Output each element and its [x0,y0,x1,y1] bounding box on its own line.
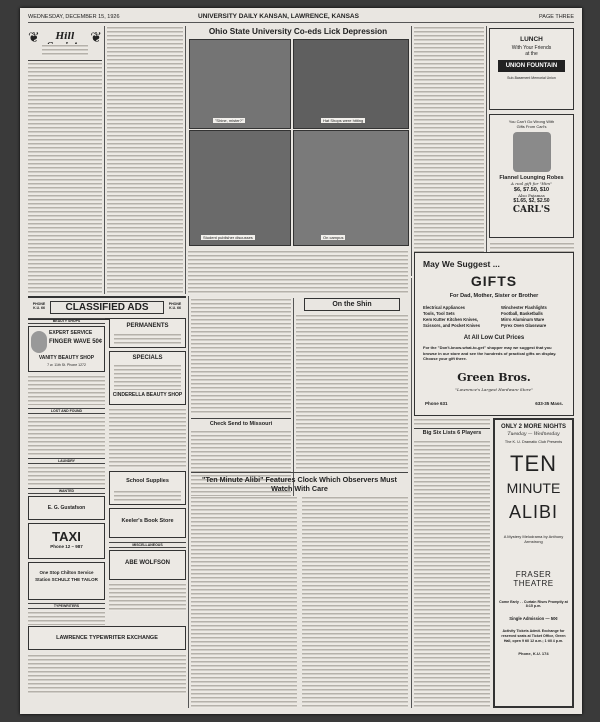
classified-phone-right: PHONE K.U. 66 [168,302,182,310]
finger-wave-price: FINGER WAVE 50¢ [49,339,103,345]
union-lunch: LUNCH [520,36,543,43]
hill-society-title: Hill [55,32,75,42]
green-bros-address: 633-35 Mass. [535,401,563,406]
carls-gift-him: A real gift for "Him" [511,181,552,186]
ohio-state-feature [187,26,409,248]
carls-pajama-prices: $1.65, $2, $2.50 [513,198,550,204]
big-six-headline: Big Six Lists 6 Players [414,428,490,436]
lawrence-typewriter-ad [28,626,186,650]
play-title-ten: TEN [510,451,557,476]
hill-society-subhead [42,44,88,56]
vanity-address: 7 w. 11th St. Phone 1272 [47,363,86,367]
play-two-more-nights: ONLY 2 MORE NIGHTS [500,424,566,430]
masthead [28,12,574,23]
gustafson-ad [28,496,105,520]
big-six-text [414,440,490,708]
typewriter-text [28,611,105,625]
alibi-story-text-right [302,496,408,708]
on-the-shin-title: On the Shin [304,298,400,311]
specials-text [114,364,181,390]
gift-item: Football, Basketballs [501,311,543,316]
schulz-text: One Stop Chilton Service Station SCHULZ THE TAILOR [35,570,98,582]
cinderella-shop-name: CINDERELLA BEAUTY SHOP [112,392,183,398]
section-beauty-shops: BEAUTY SHOPS [28,318,105,324]
classified-title: CLASSIFIED ADS [50,301,164,314]
section-laundry: LAUNDRY [28,458,105,464]
schulz-tailor-ad [28,562,105,600]
keeler-ad [109,508,186,538]
vanity-shop-name: VANITY BEAUTY SHOP [38,355,95,361]
section-wanted: WANTED [28,488,105,494]
photo-shine [189,39,291,129]
union-at: at the [525,51,538,57]
society-continuation-text [107,26,183,294]
play-days: Tuesday — Wednesday [507,432,560,437]
woman-portrait-icon [31,331,47,353]
big-six-column [414,418,490,708]
gifts-right-list [501,305,571,329]
gift-item: Mirro Aluminum Ware [501,317,545,322]
lost-text [28,416,105,456]
carls-robes: Flannel Lounging Robes [499,175,564,181]
play-title-minute: MINUTE [506,480,561,496]
gifts-low-prices: At All Low Cut Prices [463,335,525,341]
hill-society-text [28,62,102,294]
hill-society-column [28,26,102,294]
school-supplies-text [114,490,181,502]
specials-ad [109,351,186,405]
union-fountain-ad [489,28,574,110]
carls-robe-prices: $6, $7.50, $10 [513,187,550,193]
on-the-shin-text [296,314,408,470]
vanity-beauty-ad [28,326,105,372]
union-friends: With Your Friends [511,45,552,51]
photo-caption: "Shine, mister?" [215,118,244,123]
play-admission-price: Single Admission — 50¢ [509,616,558,621]
expert-service: EXPERT SERVICE [49,330,93,336]
society-news-text [191,298,291,414]
ohio-state-story-text [188,250,408,294]
classified-footer-text [28,654,186,694]
green-bros-gifts-ad [414,252,574,416]
classified-phone-left: PHONE K.U. 66 [32,302,46,310]
photo-publisher [189,130,291,246]
play-activity-tickets: Activity Tickets Admit. Exchange for reserved seats at Ticket Office, Green Hall, open 9 till 12 a.m.; 1 till 4 p.m. [501,629,566,643]
gifts-left-list [423,305,493,329]
keeler-name: Keeler's Book Store [121,518,174,524]
gift-item: Kem Kutter Kitchen Knives, Scissors, and Pocket Knives [423,317,481,328]
gustafson-name: E. G. Gustafson [47,505,86,511]
gift-item: Tools, Tool Sets [423,311,455,316]
fraser-theatre-ad [493,418,574,708]
section-miscellaneous: MISCELLANEOUS [109,542,186,548]
wolfson-name: ABE WOLFSON [125,560,170,566]
section-lost-found: LOST AND FOUND [28,408,105,414]
big-six-top-text [414,418,490,426]
permanents-text [114,333,181,345]
ohio-state-headline: Ohio State University Co-eds Lick Depression [208,27,388,36]
fraser-theatre-name: FRASER THEATRE [513,570,554,588]
ten-minute-alibi-headline: "Ten Minute Alibi" Features Clock Which Observers Must Watch With Care [191,472,408,493]
masthead-date: WEDNESDAY, DECEMBER 15, 1926 [28,14,120,20]
photo-campus [293,130,409,246]
lawrence-typewriter-name: LAWRENCE TYPEWRITER EXCHANGE [56,635,158,641]
taxi-title: TAXI [52,529,81,544]
laundry-text [28,466,105,486]
scroll-ornament-icon: ❦ [90,30,102,46]
carls-pajamas: Also Pajamas [518,193,545,198]
classified-header [28,296,186,320]
green-bros-phone: Phone 631 [425,401,448,406]
play-curtain-time: Come Early . . Curtain Rises Promptly at 8:15 p.m. [499,600,568,608]
gift-item: Winchester Flashlights [501,305,547,310]
on-the-shin-column [296,298,408,470]
union-location: Sub-Basement Memorial Union [507,76,556,80]
photo-hat-shop [293,39,409,129]
specials-title: SPECIALS [132,355,163,361]
robe-illustration [513,132,551,172]
section-typewriters: TYPEWRITERS [28,603,105,609]
gift-item: Electrical Appliances [423,305,465,310]
gift-item: Pyrex Oven Glassware [501,323,547,328]
union-fountain-banner: UNION FOUNTAIN [498,60,565,72]
taxi-ad [28,523,105,559]
school-supplies-title: School Supplies [126,478,169,484]
permanents-ad [109,318,186,348]
hill-society-header [28,26,102,61]
gifts-headline: May We Suggest ... [423,259,500,269]
carls-line2: Gifts From Carl's [516,124,547,129]
carls-name: CARL'S [512,205,551,215]
carls-line1: You Can't Go Wrong With [508,119,555,124]
misc-text [109,408,186,468]
gifts-subtitle: For Dad, Mother, Sister or Brother [449,293,539,299]
masthead-page: PAGE THREE [539,14,574,20]
photo-caption: Student publisher discusses [203,235,253,240]
photo-caption: Hat Shops were hitting [323,118,364,123]
alibi-story-text-left [191,496,297,708]
scroll-ornament-icon: ❦ [28,30,40,46]
masthead-paper: UNIVERSITY DAILY KANSAN, LAWRENCE, KANSAS [198,13,359,20]
play-title-alibi: ALIBI [508,502,559,522]
wolfson-ad [109,550,186,580]
carls-ad [489,114,574,238]
misc2-text [109,583,186,611]
green-bros-name: Green Bros. [457,371,531,384]
gifts-browse-text: For the "Don't-know-what-to-get" shopper may we suggest that you browse in our store and see the hundreds of practical gifts on display. Choose your gift there. [423,345,557,361]
beauty-text [28,375,105,405]
play-presenter: The K. U. Dramatic Club Presents [504,440,563,444]
taxi-phone: Phone 12 – 987 [50,544,83,549]
check-missouri-headline: Check Send to Missouri [191,418,291,427]
play-phone: Phone, K.U. 174 [518,651,549,657]
classified-ads [28,296,186,708]
school-supplies-ad [109,471,186,505]
ten-minute-alibi-story [191,472,408,708]
photo-caption: On campus [323,235,344,240]
play-description: A Mystery Melodrama by Anthony Armstrong [503,534,564,544]
newspaper-page [20,8,582,714]
gifts-title: GIFTS [470,273,518,289]
permanents-title: PERMANENTS [126,323,169,329]
green-bros-tagline: "Lawrence's Largest Hardware Store" [455,387,533,392]
story-column-text [414,26,484,276]
